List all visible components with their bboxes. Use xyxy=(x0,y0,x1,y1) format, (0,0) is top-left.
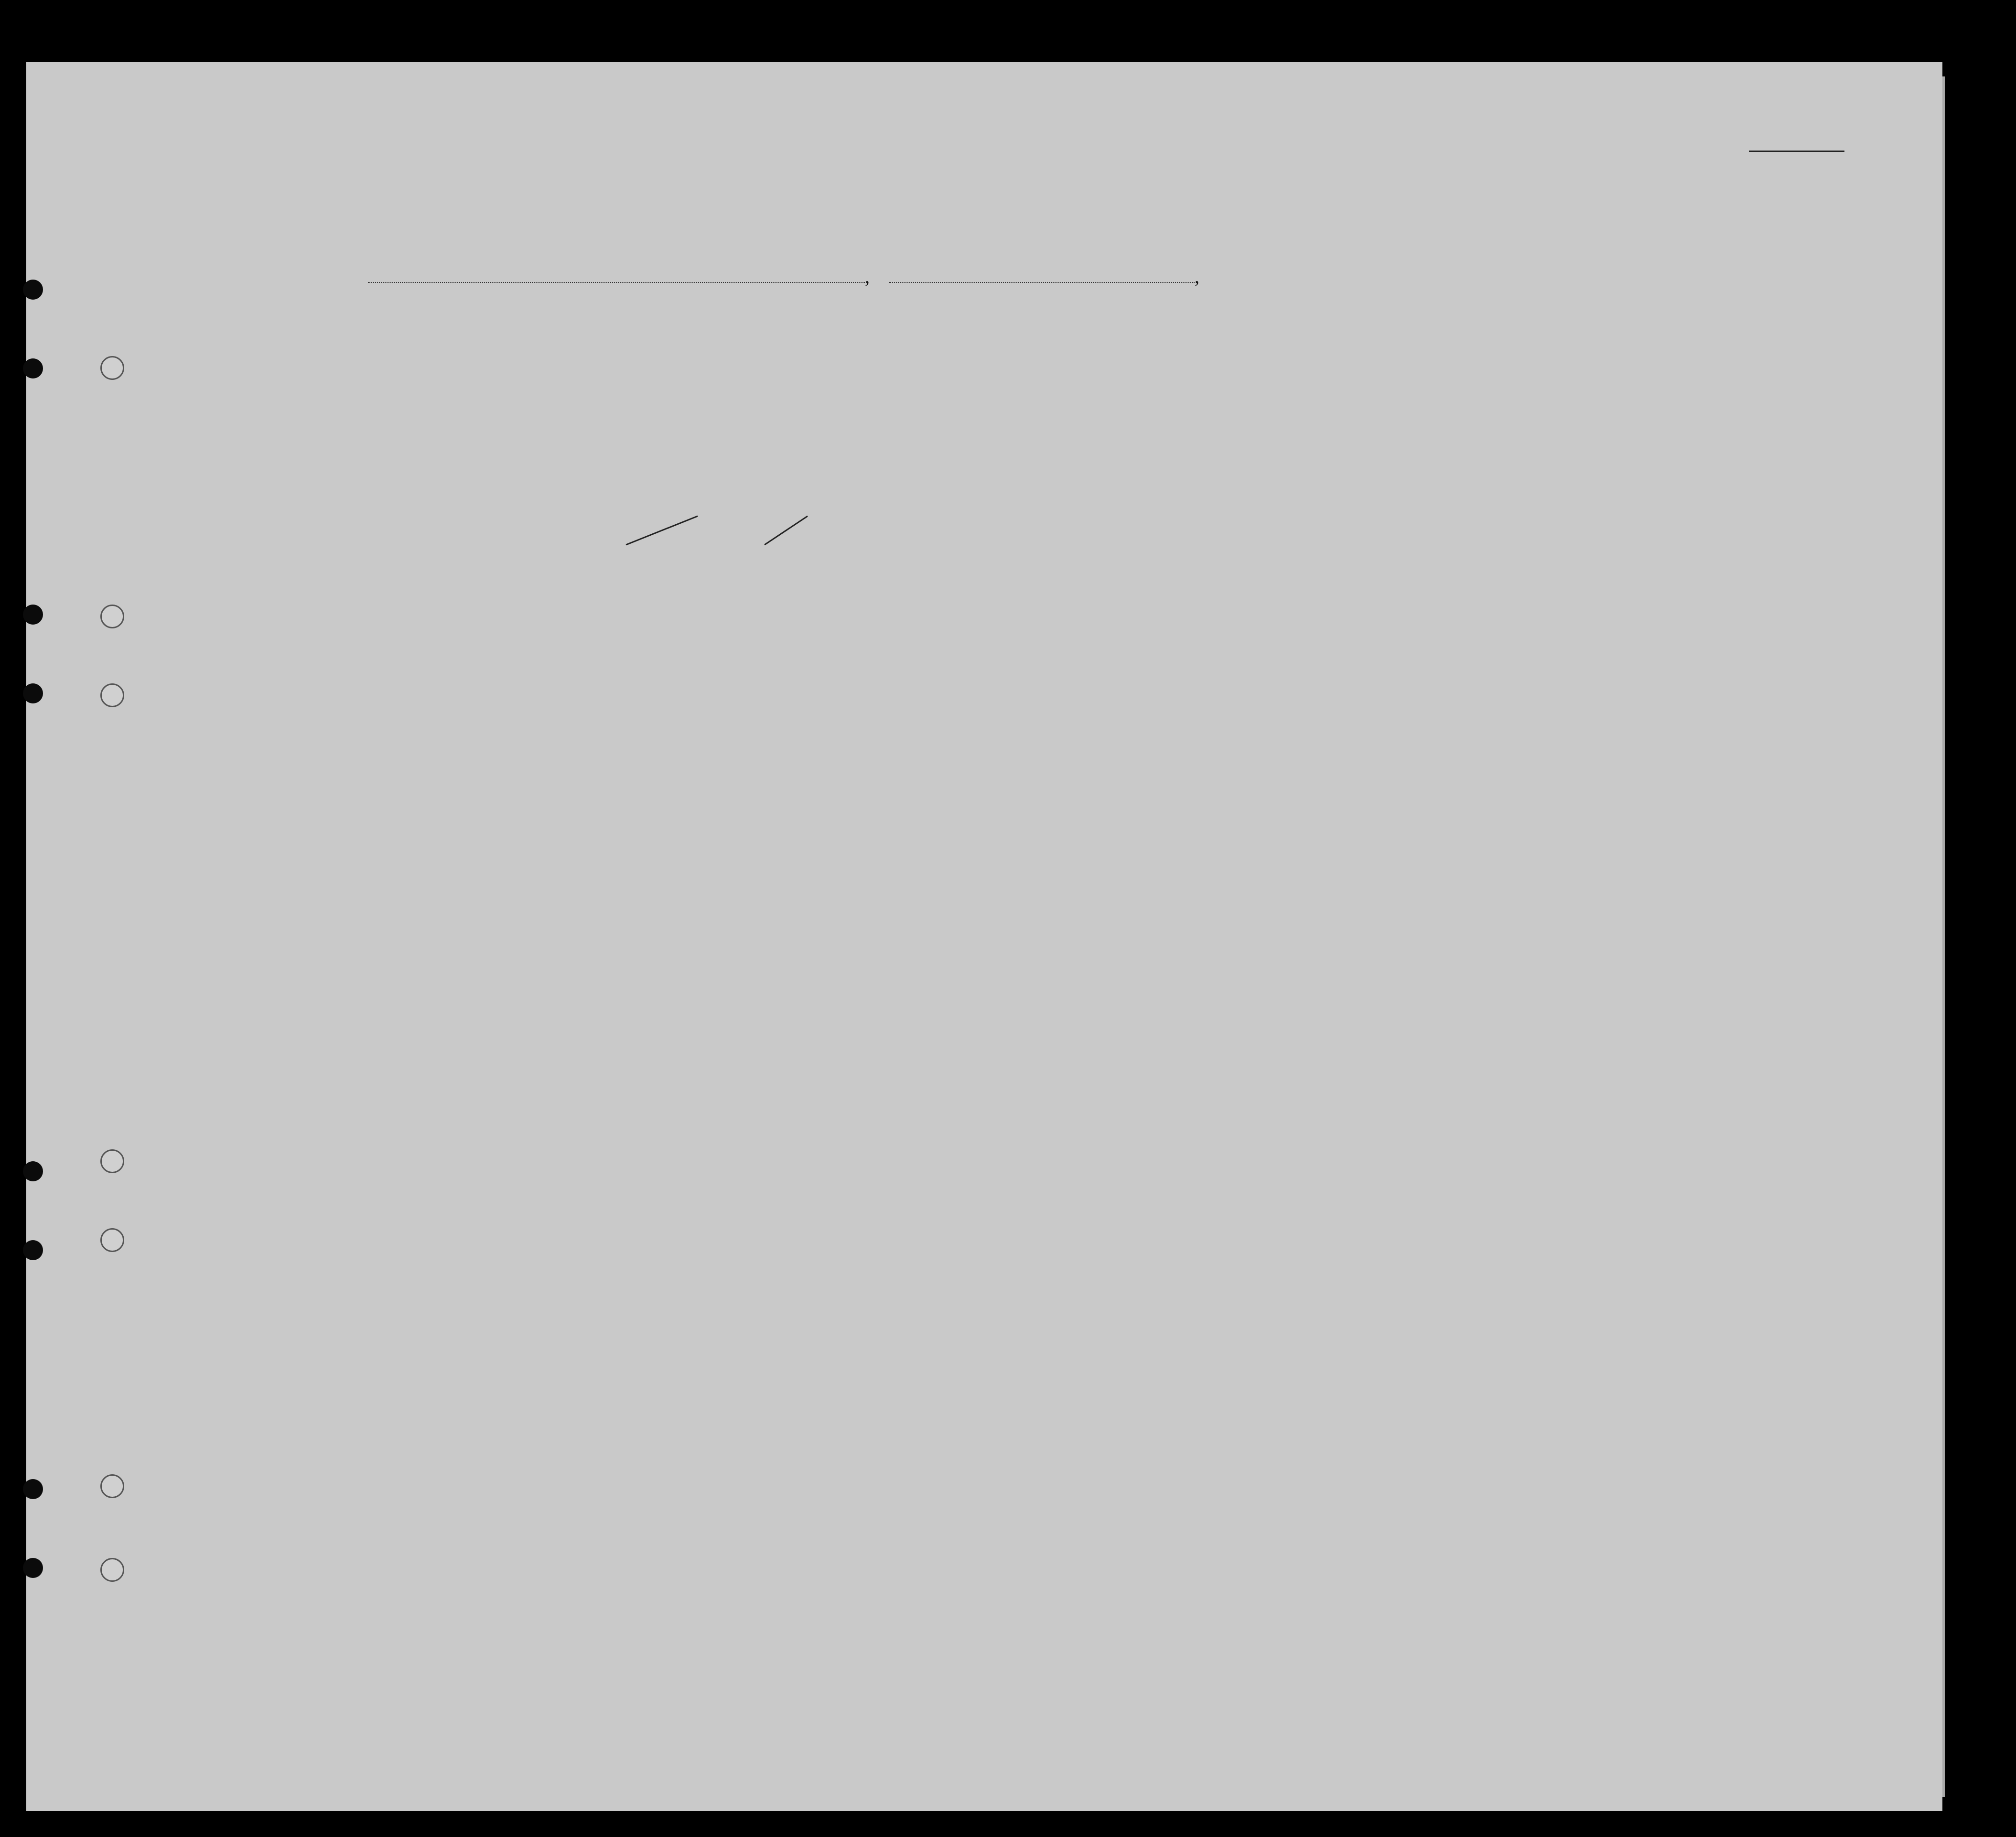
strike-ever-before xyxy=(765,516,808,545)
comma: , xyxy=(1195,266,1199,287)
strike-paid-by xyxy=(626,516,698,545)
comma: , xyxy=(865,266,870,287)
